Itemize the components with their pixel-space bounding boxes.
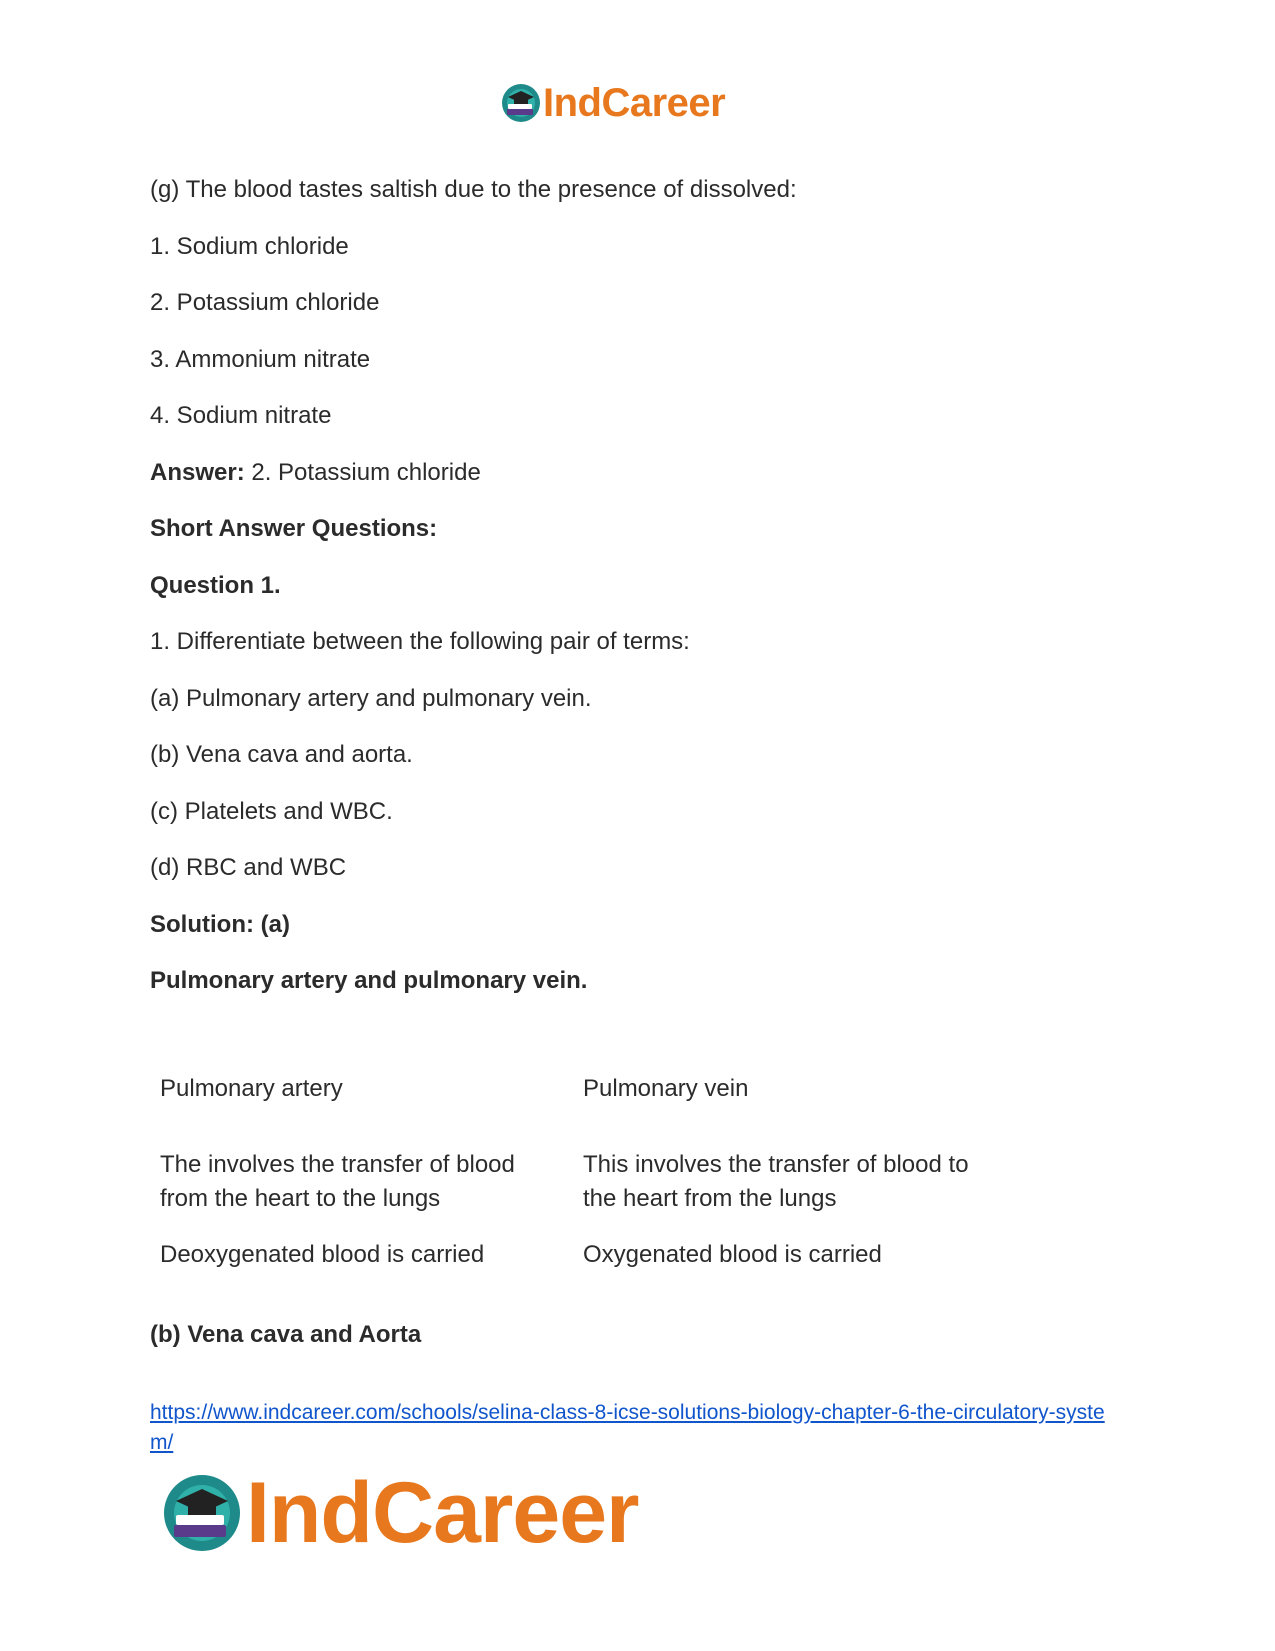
next-heading: (b) Vena cava and Aorta — [150, 1321, 422, 1348]
option-2: 2. Potassium chloride — [150, 289, 380, 316]
part-b: (b) Vena cava and aorta. — [150, 741, 413, 768]
table-row — [150, 1238, 993, 1278]
table-header-row — [150, 1072, 993, 1148]
answer-line — [150, 458, 481, 488]
answer-label: Answer: — [150, 459, 245, 486]
table-header-cell: Pulmonary vein — [583, 1075, 749, 1102]
comparison-table — [150, 1072, 993, 1278]
option-3: 3. Ammonium nitrate — [150, 346, 371, 373]
table-row — [150, 1148, 993, 1238]
section-heading: Short Answer Questions: — [150, 515, 438, 542]
answer-text: 2. Potassium chloride — [244, 459, 481, 486]
part-a: (a) Pulmonary artery and pulmonary vein. — [150, 685, 592, 712]
part-c: (c) Platelets and WBC. — [150, 798, 393, 825]
indcareer-logo-top — [500, 80, 725, 126]
source-link[interactable]: https://www.indcareer.com/schools/selina-class-8-icse-solutions-biology-chapter-6-the-circulatory-system/ — [150, 1401, 1105, 1454]
brand-wordmark: IndCareer — [246, 1465, 639, 1561]
indcareer-logo-bottom — [160, 1465, 639, 1561]
graduation-book-icon — [160, 1471, 244, 1555]
table-header-cell: Pulmonary artery — [160, 1075, 343, 1102]
table-cell: Deoxygenated blood is carried — [160, 1241, 485, 1268]
question-g-stem: (g) The blood tastes saltish due to the presence of dissolved: — [150, 176, 797, 203]
brand-wordmark: IndCareer — [543, 81, 726, 125]
table-cell: This involves the transfer of blood to the heart from the lungs — [583, 1151, 969, 1212]
option-4: 4. Sodium nitrate — [150, 402, 332, 429]
question-1-title: Question 1. — [150, 572, 281, 599]
graduation-book-icon — [500, 82, 542, 124]
table-cell: The involves the transfer of blood from the heart to the lungs — [160, 1151, 515, 1212]
question-1-prompt: 1. Differentiate between the following pair of terms: — [150, 628, 690, 655]
option-1: 1. Sodium chloride — [150, 233, 349, 260]
part-d: (d) RBC and WBC — [150, 854, 347, 881]
solution-subheading: Pulmonary artery and pulmonary vein. — [150, 967, 588, 994]
solution-label: Solution: (a) — [150, 911, 290, 938]
table-cell: Oxygenated blood is carried — [583, 1241, 882, 1268]
